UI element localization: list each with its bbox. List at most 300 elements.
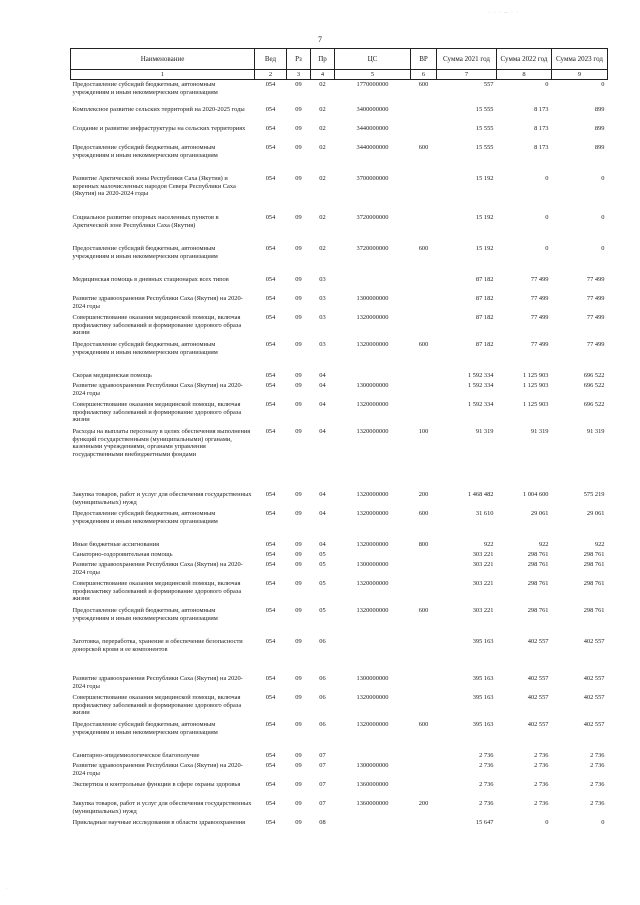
row-sum-2021: 2 736 [479,800,494,807]
row-sum-2021: 15 555 [475,125,494,132]
row-vr: 600 [418,607,429,614]
row-ved: 054 [265,175,276,182]
row-sum-2023: 298 761 [583,561,605,568]
row-ved: 054 [265,245,276,252]
table-row [71,720,608,751]
row-vr [411,294,437,313]
header-sum-2021: Сумма 2021 год [437,49,497,70]
row-rz: 09 [295,144,302,151]
row-sum-2023: 0 [601,245,605,252]
row-pr: 04 [319,401,326,408]
row-vr [411,124,437,143]
row-cs: 3720000000 [356,214,389,221]
page-number: 7 [318,35,322,44]
row-cs: 3440000000 [356,144,389,151]
row-pr: 07 [319,800,326,807]
row-rz: 09 [295,580,302,587]
row-sum-2022: 2 736 [534,762,549,769]
row-pr: 02 [319,144,326,151]
row-sum-2022: 402 557 [527,694,549,701]
row-name: Предоставление субсидий бюджетным, автономным учреждениям и иным некоммерческим организациям [72,607,218,622]
row-cs: 1320000000 [356,314,389,321]
row-sum-2022: 402 557 [527,638,549,645]
row-vr [411,381,437,400]
table-row [71,509,608,540]
table-row [71,579,608,606]
row-pr: 07 [319,752,326,759]
table-row [71,174,608,213]
row-sum-2021: 2 736 [479,762,494,769]
row-ved: 054 [265,510,276,517]
row-name: Прикладные научные исследования в области здравоохранения [72,819,246,826]
row-sum-2023: 402 557 [583,638,605,645]
row-sum-2023: 0 [601,81,605,88]
row-cs: 1300000000 [356,675,389,682]
row-cs: 1320000000 [356,491,389,498]
row-pr: 03 [319,314,326,321]
row-cs: 1320000000 [356,428,389,435]
row-sum-2022: 2 736 [534,800,549,807]
row-pr: 05 [319,580,326,587]
row-sum-2022: 91 319 [530,428,549,435]
row-sum-2022: 0 [545,214,549,221]
row-sum-2021: 1 468 482 [467,491,494,498]
row-rz: 09 [295,800,302,807]
row-sum-2022: 2 736 [534,781,549,788]
table-row [71,780,608,799]
row-vr [411,761,437,780]
table-row [71,751,608,761]
row-rz: 09 [295,762,302,769]
row-vr [411,105,437,124]
row-name: Закупка товаров, работ и услуг для обеспечения государственных (муниципальных) нужд [72,491,252,506]
row-name: Предоставление субсидий бюджетным, автономным учреждениям и иным некоммерческим организациям [72,144,218,159]
row-rz: 09 [295,781,302,788]
row-ved: 054 [265,800,276,807]
table-row [71,275,608,294]
row-sum-2021: 15 555 [475,106,494,113]
row-pr: 02 [319,125,326,132]
row-vr [411,693,437,720]
header-cs: ЦС [335,49,411,70]
row-cs: 3700000000 [356,175,389,182]
table-row [71,674,608,693]
row-name: Развитие здравоохранения Республики Саха (Якутия) на 2020-2024 годы [72,675,243,690]
row-cs [335,275,411,294]
row-sum-2021: 91 319 [475,428,494,435]
row-cs: 1360000000 [356,781,389,788]
row-sum-2023: 402 557 [583,694,605,701]
row-vr: 200 [418,491,429,498]
header-rz: Рз [287,49,311,70]
row-pr: 03 [319,276,326,283]
row-sum-2022: 8 173 [534,106,549,113]
row-ved: 054 [265,401,276,408]
row-sum-2022: 77 499 [530,314,549,321]
table-body [71,80,608,838]
row-pr: 07 [319,781,326,788]
row-vr [411,550,437,560]
row-sum-2023: 298 761 [583,551,605,558]
row-name: Развитие здравоохранения Республики Саха (Якутия) на 2020-2024 годы [72,561,243,576]
budget-table [70,48,608,837]
row-vr: 200 [418,800,429,807]
row-sum-2022: 0 [545,81,549,88]
row-vr [411,275,437,294]
table-row [71,693,608,720]
table-row [71,427,608,490]
row-name: Расходы на выплаты персоналу в целях обеспечения выполнения функций государственными (муниципальными) органами, казенными учреждениями, органами управления государственными внебюджетными фондами [72,428,251,458]
row-rz: 09 [295,214,302,221]
header-sum-2023: Сумма 2023 год [552,49,608,70]
row-pr: 06 [319,675,326,682]
row-rz: 09 [295,245,302,252]
row-name: Развитие Арктической зоны Республики Саха (Якутия) и коренных малочисленных народов Севера Республики Саха (Якутия) на 2020-2024 годы [72,175,236,198]
table-header [71,49,608,80]
row-name: Предоставление субсидий бюджетным, автономным учреждениям и иным некоммерческим организациям [72,341,218,356]
column-number: 5 [335,70,411,80]
row-cs: 1300000000 [356,295,389,302]
row-sum-2022: 0 [545,819,549,826]
table-row [71,213,608,244]
header-name: Наименование [71,49,255,70]
row-ved: 054 [265,341,276,348]
row-pr: 03 [319,295,326,302]
row-pr: 08 [319,819,326,826]
row-sum-2021: 87 182 [475,276,494,283]
row-sum-2023: 0 [601,175,605,182]
column-number: 9 [552,70,608,80]
row-ved: 054 [265,144,276,151]
row-name: Совершенствование оказания медицинской помощи, включая профилактику заболеваний и формирование здорового образа жизни [72,694,242,717]
row-ved: 054 [265,819,276,826]
row-vr [411,371,437,381]
header-sum-2022: Сумма 2022 год [497,49,552,70]
row-sum-2023: 922 [594,541,605,548]
row-rz: 09 [295,314,302,321]
row-cs: 1320000000 [356,721,389,728]
row-sum-2021: 395 163 [472,721,494,728]
row-sum-2022: 0 [545,245,549,252]
row-pr: 05 [319,561,326,568]
row-ved: 054 [265,214,276,221]
row-cs: 1320000000 [356,607,389,614]
row-pr: 04 [319,428,326,435]
row-rz: 09 [295,175,302,182]
row-cs: 1320000000 [356,580,389,587]
row-vr [411,780,437,799]
row-pr: 07 [319,762,326,769]
row-sum-2021: 15 192 [475,245,494,252]
column-number: 6 [411,70,437,80]
table-row [71,340,608,371]
row-sum-2022: 8 173 [534,144,549,151]
row-name: Предоставление субсидий бюджетным, автономным учреждениям и иным некоммерческим организациям [72,245,218,260]
row-vr: 600 [418,144,429,151]
row-rz: 09 [295,125,302,132]
row-sum-2022: 29 061 [530,510,549,517]
row-pr: 02 [319,81,326,88]
row-sum-2022: 1 125 903 [522,382,549,389]
scan-artifact: · [6,886,8,892]
row-pr: 04 [319,510,326,517]
table-row [71,606,608,637]
row-sum-2023: 0 [601,819,605,826]
row-pr: 02 [319,214,326,221]
row-rz: 09 [295,694,302,701]
row-name: Развитие здравоохранения Республики Саха (Якутия) на 2020-2024 годы [72,762,243,777]
row-sum-2023: 298 761 [583,607,605,614]
row-vr [411,174,437,213]
row-vr [411,637,437,674]
row-sum-2022: 8 173 [534,125,549,132]
row-sum-2022: 77 499 [530,276,549,283]
row-pr: 04 [319,382,326,389]
row-sum-2023: 402 557 [583,675,605,682]
table-row [71,540,608,550]
row-ved: 054 [265,638,276,645]
row-vr [411,751,437,761]
row-pr: 04 [319,541,326,548]
row-sum-2023: 77 499 [586,295,605,302]
row-pr: 05 [319,551,326,558]
row-sum-2021: 15 192 [475,175,494,182]
row-cs: 3440000000 [356,125,389,132]
row-vr [411,400,437,427]
row-sum-2023: 2 736 [590,762,605,769]
row-rz: 09 [295,675,302,682]
row-ved: 054 [265,675,276,682]
row-ved: 054 [265,752,276,759]
row-name: Развитие здравоохранения Республики Саха (Якутия) на 2020-2024 годы [72,295,243,310]
row-ved: 054 [265,372,276,379]
row-sum-2021: 87 182 [475,295,494,302]
row-name: Санаторно-оздоровительная помощь [72,551,173,558]
row-vr: 600 [418,510,429,517]
column-number: 8 [497,70,552,80]
row-sum-2022: 402 557 [527,721,549,728]
row-rz: 09 [295,638,302,645]
table-row [71,371,608,381]
table-row [71,294,608,313]
row-sum-2023: 77 499 [586,314,605,321]
row-sum-2021: 2 736 [479,781,494,788]
row-ved: 054 [265,721,276,728]
row-sum-2023: 298 761 [583,580,605,587]
table-row [71,637,608,674]
row-pr: 06 [319,638,326,645]
row-cs [335,818,411,837]
row-sum-2021: 303 221 [472,580,494,587]
row-sum-2022: 77 499 [530,341,549,348]
row-rz: 09 [295,491,302,498]
table-row [71,550,608,560]
row-ved: 054 [265,607,276,614]
row-name: Совершенствование оказания медицинской помощи, включая профилактику заболеваний и формирование здорового образа жизни [72,401,242,424]
row-sum-2023: 899 [594,125,605,132]
row-pr: 05 [319,607,326,614]
row-name: Развитие здравоохранения Республики Саха (Якутия) на 2020-2024 годы [72,382,243,397]
row-ved: 054 [265,428,276,435]
row-rz: 09 [295,541,302,548]
row-ved: 054 [265,762,276,769]
row-sum-2022: 298 761 [527,607,549,614]
scan-artifact: · · · ‒ · · [488,10,520,16]
row-name: Социальное развитие опорных населенных пунктов в Арктической зоне Республики Саха (Якутия) [72,214,219,229]
row-sum-2021: 303 221 [472,607,494,614]
row-name: Совершенствование оказания медицинской помощи, включая профилактику заболеваний и формирование здорового образа жизни [72,580,242,603]
row-sum-2023: 0 [601,214,605,221]
scan-artifact: · [72,100,74,106]
column-number: 4 [311,70,335,80]
row-sum-2023: 899 [594,106,605,113]
row-rz: 09 [295,721,302,728]
row-cs [335,751,411,761]
row-cs: 3400000000 [356,106,389,113]
row-rz: 09 [295,510,302,517]
row-name: Комплексное развитие сельских территорий на 2020-2025 годы [72,106,245,113]
row-sum-2023: 2 736 [590,781,605,788]
row-ved: 054 [265,125,276,132]
row-sum-2023: 2 736 [590,752,605,759]
row-ved: 054 [265,694,276,701]
row-vr: 800 [418,541,429,548]
row-rz: 09 [295,752,302,759]
row-sum-2021: 2 736 [479,752,494,759]
row-name: Медицинская помощь в дневных стационарах всех типов [72,276,229,283]
row-rz: 09 [295,372,302,379]
table-row [71,244,608,275]
header-ved: Вед [255,49,287,70]
row-cs: 1320000000 [356,541,389,548]
table-row [71,560,608,579]
row-ved: 054 [265,561,276,568]
row-name: Экспертиза и контрольные функции в сфере охраны здоровья [72,781,241,788]
row-sum-2021: 15 647 [475,819,494,826]
row-rz: 09 [295,106,302,113]
row-sum-2021: 303 221 [472,561,494,568]
row-rz: 09 [295,607,302,614]
row-sum-2023: 899 [594,144,605,151]
row-rz: 09 [295,428,302,435]
row-cs: 1300000000 [356,561,389,568]
row-pr: 04 [319,372,326,379]
row-ved: 054 [265,314,276,321]
column-number: 1 [71,70,255,80]
row-cs: 1360000000 [356,800,389,807]
row-vr: 600 [418,81,429,88]
row-cs: 1300000000 [356,762,389,769]
row-sum-2022: 298 761 [527,551,549,558]
table-row [71,400,608,427]
table-row [71,818,608,837]
row-vr: 100 [418,428,429,435]
row-ved: 054 [265,580,276,587]
row-name: Заготовка, переработка, хранение и обеспечение безопасности донорской крови и ее компонентов [72,638,243,653]
row-sum-2022: 1 004 600 [522,491,549,498]
row-rz: 09 [295,276,302,283]
row-sum-2022: 1 125 903 [522,401,549,408]
row-sum-2022: 1 125 903 [522,372,549,379]
row-vr: 600 [418,341,429,348]
row-sum-2023: 29 061 [586,510,605,517]
row-sum-2021: 922 [483,541,494,548]
row-name: Совершенствование оказания медицинской помощи, включая профилактику заболеваний и формирование здорового образа жизни [72,314,242,337]
row-pr: 02 [319,175,326,182]
row-ved: 054 [265,541,276,548]
row-name: Иные бюджетные ассигнования [72,541,160,548]
row-sum-2021: 87 182 [475,314,494,321]
row-vr [411,213,437,244]
row-ved: 054 [265,551,276,558]
row-vr [411,313,437,340]
header-vr: ВР [411,49,437,70]
row-sum-2022: 2 736 [534,752,549,759]
row-sum-2021: 15 555 [475,144,494,151]
row-sum-2023: 2 736 [590,800,605,807]
table-row [71,105,608,124]
row-rz: 09 [295,382,302,389]
row-ved: 054 [265,106,276,113]
row-vr [411,818,437,837]
row-ved: 054 [265,295,276,302]
row-sum-2021: 15 192 [475,214,494,221]
row-name: Создание и развитие инфраструктуры на сельских территориях [72,125,246,132]
row-sum-2022: 0 [545,175,549,182]
row-sum-2022: 77 499 [530,295,549,302]
column-number: 2 [255,70,287,80]
row-sum-2023: 77 499 [586,341,605,348]
column-number-row [71,70,608,80]
row-vr [411,579,437,606]
row-cs: 1770000000 [356,81,389,88]
table-row [71,761,608,780]
row-name: Скорая медицинская помощь [72,372,152,379]
row-sum-2021: 395 163 [472,638,494,645]
table-row [71,799,608,818]
row-ved: 054 [265,781,276,788]
row-vr [411,560,437,579]
row-pr: 06 [319,694,326,701]
row-rz: 09 [295,551,302,558]
row-ved: 054 [265,81,276,88]
row-sum-2023: 77 499 [586,276,605,283]
table-row [71,143,608,174]
row-sum-2021: 557 [483,81,494,88]
row-sum-2021: 1 592 334 [467,401,494,408]
row-rz: 09 [295,295,302,302]
column-number: 3 [287,70,311,80]
row-sum-2023: 696 522 [583,401,605,408]
row-rz: 09 [295,401,302,408]
row-sum-2021: 395 163 [472,694,494,701]
row-sum-2021: 303 221 [472,551,494,558]
row-pr: 04 [319,491,326,498]
row-cs: 1320000000 [356,694,389,701]
row-sum-2023: 91 319 [586,428,605,435]
row-ved: 054 [265,276,276,283]
row-vr: 600 [418,245,429,252]
row-name: Закупка товаров, работ и услуг для обеспечения государственных (муниципальных) нужд [72,800,252,815]
table-row [71,124,608,143]
row-cs: 3720000000 [356,245,389,252]
row-vr: 600 [418,721,429,728]
table-row [71,313,608,340]
row-name: Предоставление субсидий бюджетным, автономным учреждениям и иным некоммерческим организациям [72,510,218,525]
row-vr [411,674,437,693]
row-cs: 1300000000 [356,382,389,389]
table-row [71,80,608,106]
